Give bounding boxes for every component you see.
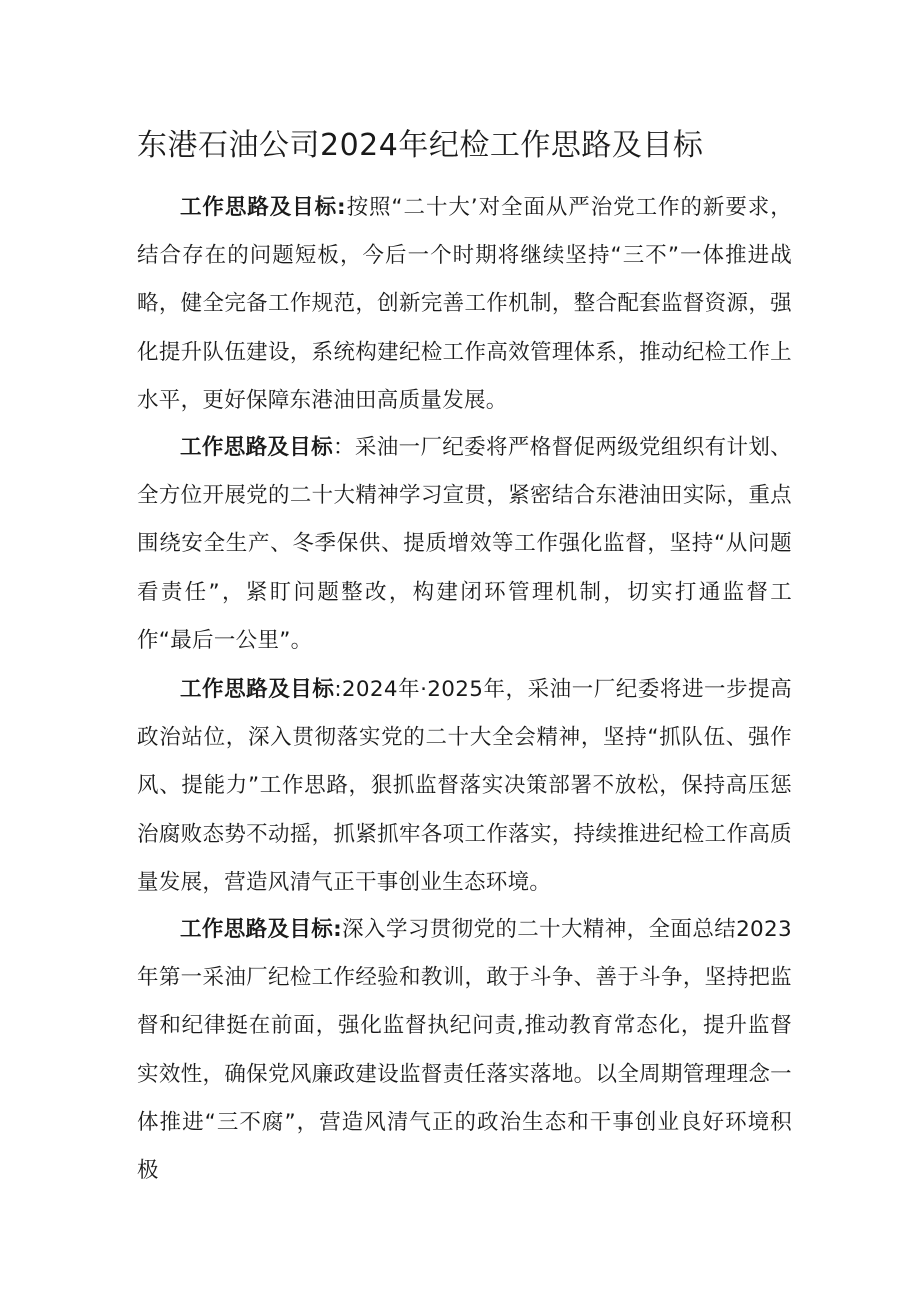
paragraph-lead: 工作思路及目标	[180, 677, 335, 702]
paragraph-1	[137, 184, 792, 425]
paragraph-text: ：采油一厂纪委将严格督促两级党组织有计划、全方位开展党的二十大精神学习宣贯，紧密结合东港油田实际，重点围绕安全生产、冬季保供、提质增效等工作强化监督，坚持“从问题看责任”，紧盯问题整改，构建闭环管理机制，切实打通监督工作“最后一公里”。	[137, 435, 792, 653]
paragraph-text: 深入学习贯彻党的二十大精神，全面总结2023年第一采油厂纪检工作经验和教训，敢于斗争、善于斗争，坚持把监督和纪律挺在前面，强化监督执纪问责,推动教育常态化，提升监督实效性，确保党风廉政建设监督责任落实落地。以全周期管理理念一体推进“三不腐”，营造风清气正的政治生态和干事创业良好环境积极	[137, 917, 792, 1184]
paragraph-lead: 工作思路及目标:	[180, 195, 346, 220]
paragraph-4	[137, 906, 792, 1195]
paragraph-2	[137, 424, 792, 665]
paragraph-3	[137, 666, 792, 907]
document-title: 东港石油公司2024年纪检工作思路及目标	[137, 128, 704, 163]
paragraph-text: 按照“二十大’对全面从严治党工作的新要求，结合存在的问题短板，今后一个时期将继续坚持“三不”一体推进战略，健全完备工作规范，创新完善工作机制，整合配套监督资源，强化提升队伍建设，系统构建纪检工作高效管理体系，推动纪检工作上水平，更好保障东港油田高质量发展。	[137, 195, 793, 413]
paragraph-lead: 工作思路及目标:	[180, 917, 343, 942]
paragraph-text: :2024年·2025年，采油一厂纪委将进一步提高政治站位，深入贯彻落实党的二十大全会精神，坚持“抓队伍、强作风、提能力”工作思路，狠抓监督落实决策部署不放松，保持高压惩治腐败态势不动摇，抓紧抓牢各项工作落实，持续推进纪检工作高质量发展，营造风清气正干事创业生态环境。	[137, 677, 792, 895]
paragraph-lead: 工作思路及目标	[180, 435, 334, 460]
